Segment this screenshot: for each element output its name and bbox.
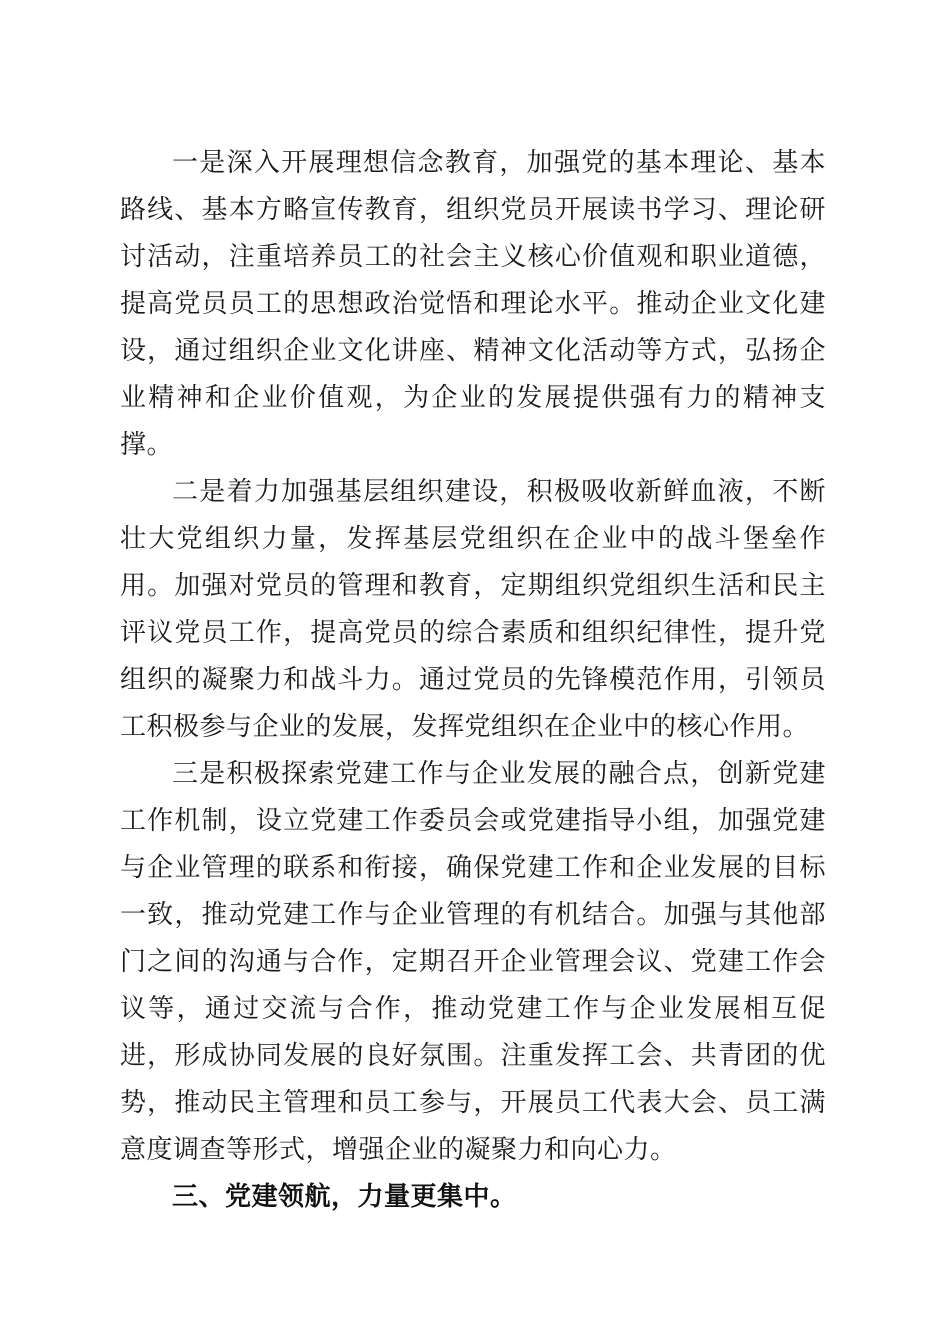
paragraph-ideology-education: 一是深入开展理想信念教育，加强党的基本理论、基本路线、基本方略宣传教育，组织党员开展读书学习、理论研讨活动，注重培养员工的社会主义核心价值观和职业道德，提高党员员工的思想政治觉悟和理论水平。推动企业文化建设，通过组织企业文化讲座、精神文化活动等方式，弘扬企业精神和企业价值观，为企业的发展提供强有力的精神支撑。 <box>120 148 826 460</box>
paragraph-grassroots-organization: 二是着力加强基层组织建设，积极吸收新鲜血液，不断壮大党组织力量，发挥基层党组织在企业中的战斗堡垒作用。加强对党员的管理和教育，定期组织党组织生活和民主评议党员工作，提高党员的综合素质和组织纪律性，提升党组织的凝聚力和战斗力。通过党员的先锋模范作用，引领员工积极参与企业的发展，发挥党组织在企业中的核心作用。 <box>120 477 826 742</box>
section-heading: 三、党建领航，力量更集中。 <box>172 1182 517 1212</box>
paragraph-party-business-integration: 三是积极探索党建工作与企业发展的融合点，创新党建工作机制，设立党建工作委员会或党建指导小组，加强党建与企业管理的联系和衔接，确保党建工作和企业发展的目标一致，推动党建工作与企业管理的有机结合。加强与其他部门之间的沟通与合作，定期召开企业管理会议、党建工作会议等，通过交流与合作，推动党建工作与企业发展相互促进，形成协同发展的良好氛围。注重发挥工会、共青团的优势，推动民主管理和员工参与，开展员工代表大会、员工满意度调查等形式，增强企业的凝聚力和向心力。 <box>120 759 826 1165</box>
